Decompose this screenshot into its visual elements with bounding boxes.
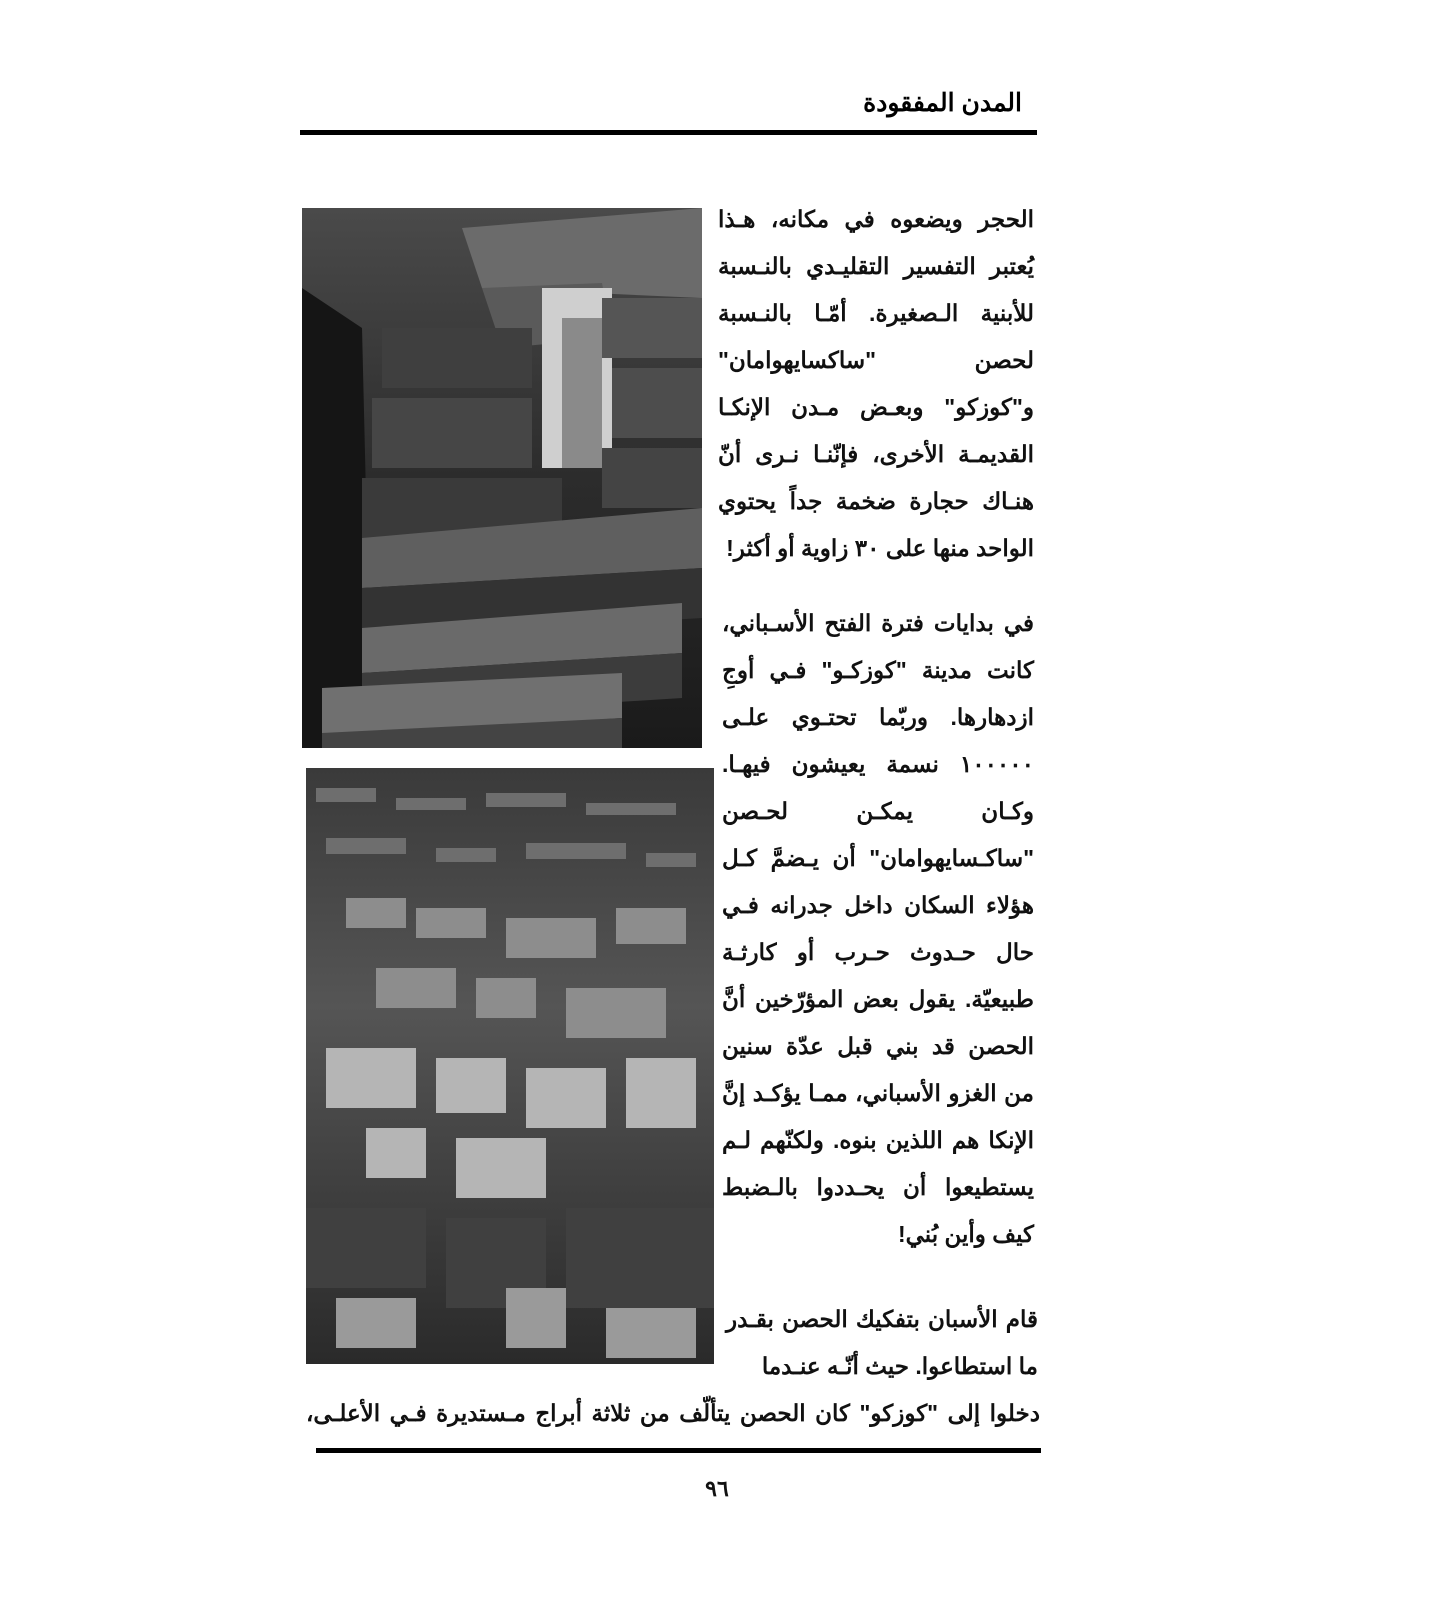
paragraph-3-text: قام الأسبان بتفكيك الحصن بقـدر ما استطاعوا. حيث أنّـه عنـدما	[726, 1306, 1038, 1379]
page-header-title: المدن المفقودة	[863, 89, 1022, 117]
paragraph-3-last-line: دخلوا إلى "كوزكو" كان الحصن يتألّف من ثلاثة أبراج مـستديرة فـي الأعلـى،	[306, 1400, 1040, 1426]
paragraph-1-text: الحجر ويضعوه في مكانه، هـذا يُعتبر التفسير التقليـدي بالنـسبة للأبنية الـصغيرة. أمّـا بالنـسبة لحصن "ساكسايهوامان" و"كوزكو" وبعـض مـدن الإنكـا القديمـة الأخرى، فإنّنـا نـرى أنّ هنـاك حجارة ضخمة جداً يحتوي الواحد منها على ٣٠ زاوية أو أكثر!	[718, 206, 1034, 561]
paragraph-2-text: في بدايات فترة الفتح الأسـباني، كانت مدينة "كوزكـو" فـي أوجِ ازدهارها. وربّما تحتـوي علـى ١٠٠٠٠٠ نسمة يعيشون فيهـا. وكـان يمكـن لحـصن "ساكـسايهوامان" أن يـضمَّ كـل هؤلاء السكان داخل جدرانه فـي حال حـدوث حـرب أو كارثـة طبيعيّة. يقول بعض المؤرّخين أنَّ الحصن قد بني قبل عدّة سنين من الغزو الأسباني، ممـا يؤكـد إنَّ الإنكا هم اللذين بنوه. ولكنّهم لـم يستطيعوا أن يحـددوا بالـضبط كيف وأين بُني!	[722, 610, 1034, 1247]
paragraph-2	[722, 600, 1034, 1258]
footer-rule	[316, 1448, 1041, 1453]
photo-fortress-ruins	[306, 768, 714, 1364]
photo-stone-staircase	[302, 208, 702, 748]
page-number: ٩٦	[705, 1476, 729, 1501]
paragraph-3	[726, 1296, 1038, 1390]
paragraph-1	[718, 196, 1034, 572]
header-rule	[300, 130, 1037, 135]
